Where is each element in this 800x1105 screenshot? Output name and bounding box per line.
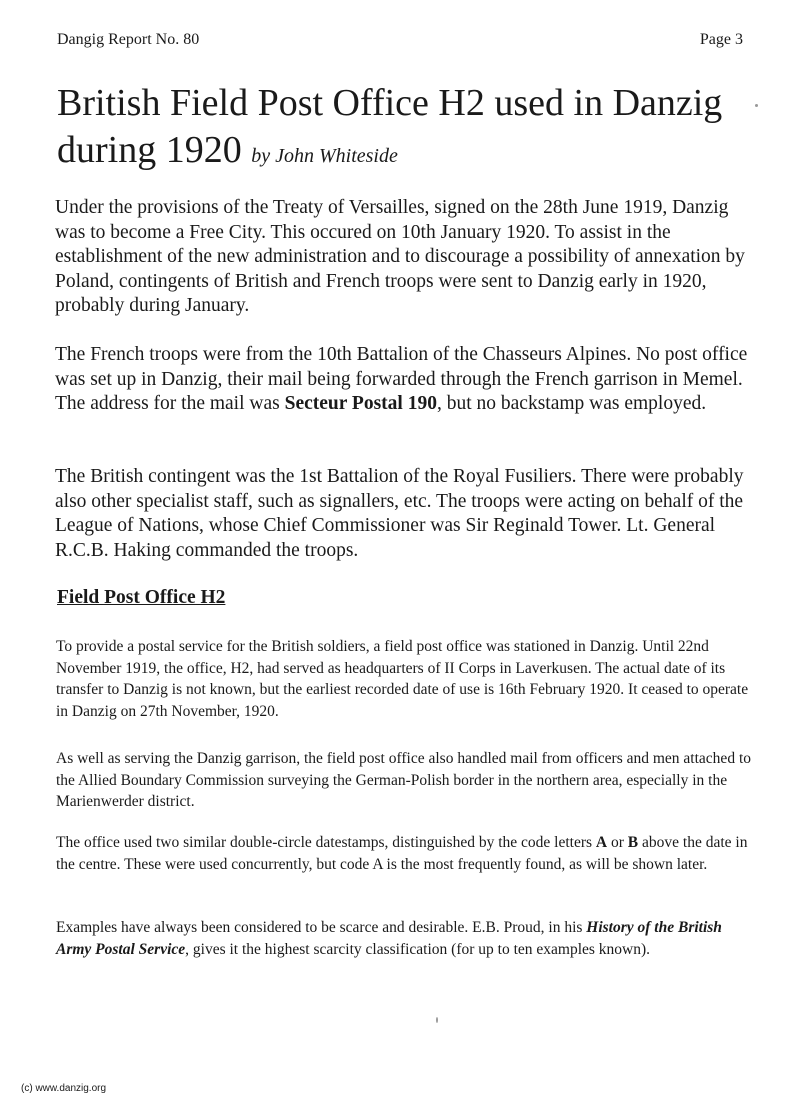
article-title (57, 80, 757, 180)
secteur-postal: Secteur Postal 190 (284, 393, 437, 414)
paragraph-intro: Under the provisions of the Treaty of Versailles, signed on the 28th June 1919, Danzig was to become a Free City. This occured on 10th January 1920. To assist in the establishment of the new administration and to discourage a possibility of annexation by Poland, contingents of British and French troops were sent to Danzig early in 1920, probably during January. (55, 197, 745, 316)
section-heading: Field Post Office H2 (57, 587, 226, 608)
book-title: History of the British Army Postal Service (56, 919, 722, 958)
paragraph-postal-service: To provide a postal service for the British soldiers, a field post office was stationed in Danzig. Until 22nd November 1919, the office, H2, had served as headquarters of II Corps in Laverkusen. The actual date of its transfer to Danzig is not known, but the earliest recorded date of use is 16th February 1920. It ceased to operate in Danzig on 27th November, 1920. (56, 638, 749, 720)
code-letter-b: B (627, 834, 639, 851)
page-number: Page 3 (699, 31, 743, 48)
title-text: British Field Post Office H2 used in Danzig during 1920 (57, 82, 723, 171)
p6-text-or: or (607, 834, 628, 851)
code-letter-a: A (595, 834, 608, 851)
p6-text-b: above the date in the centre. These were used concurrently, but code A is the most frequently found, as will be shown later. (56, 834, 748, 873)
report-number: Dangig Report No. 80 (57, 31, 200, 48)
paragraph-scarcity (56, 917, 756, 960)
scan-speck (436, 1017, 438, 1023)
p7-text-a: Examples have always been considered to be scarce and desirable. E.B. Proud, in his (56, 919, 587, 936)
page-header (57, 31, 743, 49)
p2-text-a: The French troops were from the 10th Battalion of the Chasseurs Alpines. No post office was set up in Danzig, their mail being forwarded through the French garrison in Memel. The address for the mail was (55, 344, 748, 414)
author-byline: by John Whiteside (251, 145, 398, 167)
p7-text-b: , gives it the highest scarcity classification (for up to ten examples known). (185, 940, 651, 958)
paragraph-british-contingent: The British contingent was the 1st Battalion of the Royal Fusiliers. There were probably also other specialist staff, such as signallers, etc. The troops were acting on behalf of the League of Nations, whose Chief Commissioner was Sir Reginald Tower. Lt. General R.C.B. Haking commanded the troops. (55, 466, 744, 561)
paragraph-french-troops (55, 343, 755, 417)
paragraph-boundary-commission: As well as serving the Danzig garrison, the field post office also handled mail from officers and men attached to the Allied Boundary Commission surveying the German-Polish border in the northern area, especially in the Marienwerder district. (56, 750, 751, 810)
paragraph-datestamps (56, 832, 756, 875)
scan-speck (755, 104, 758, 107)
p2-text-b: , but no backstamp was employed. (436, 393, 707, 414)
copyright-footer: (c) www.danzig.org (21, 1083, 107, 1094)
p6-text-a: The office used two similar double-circle datestamps, distinguished by the code letters (56, 834, 596, 851)
